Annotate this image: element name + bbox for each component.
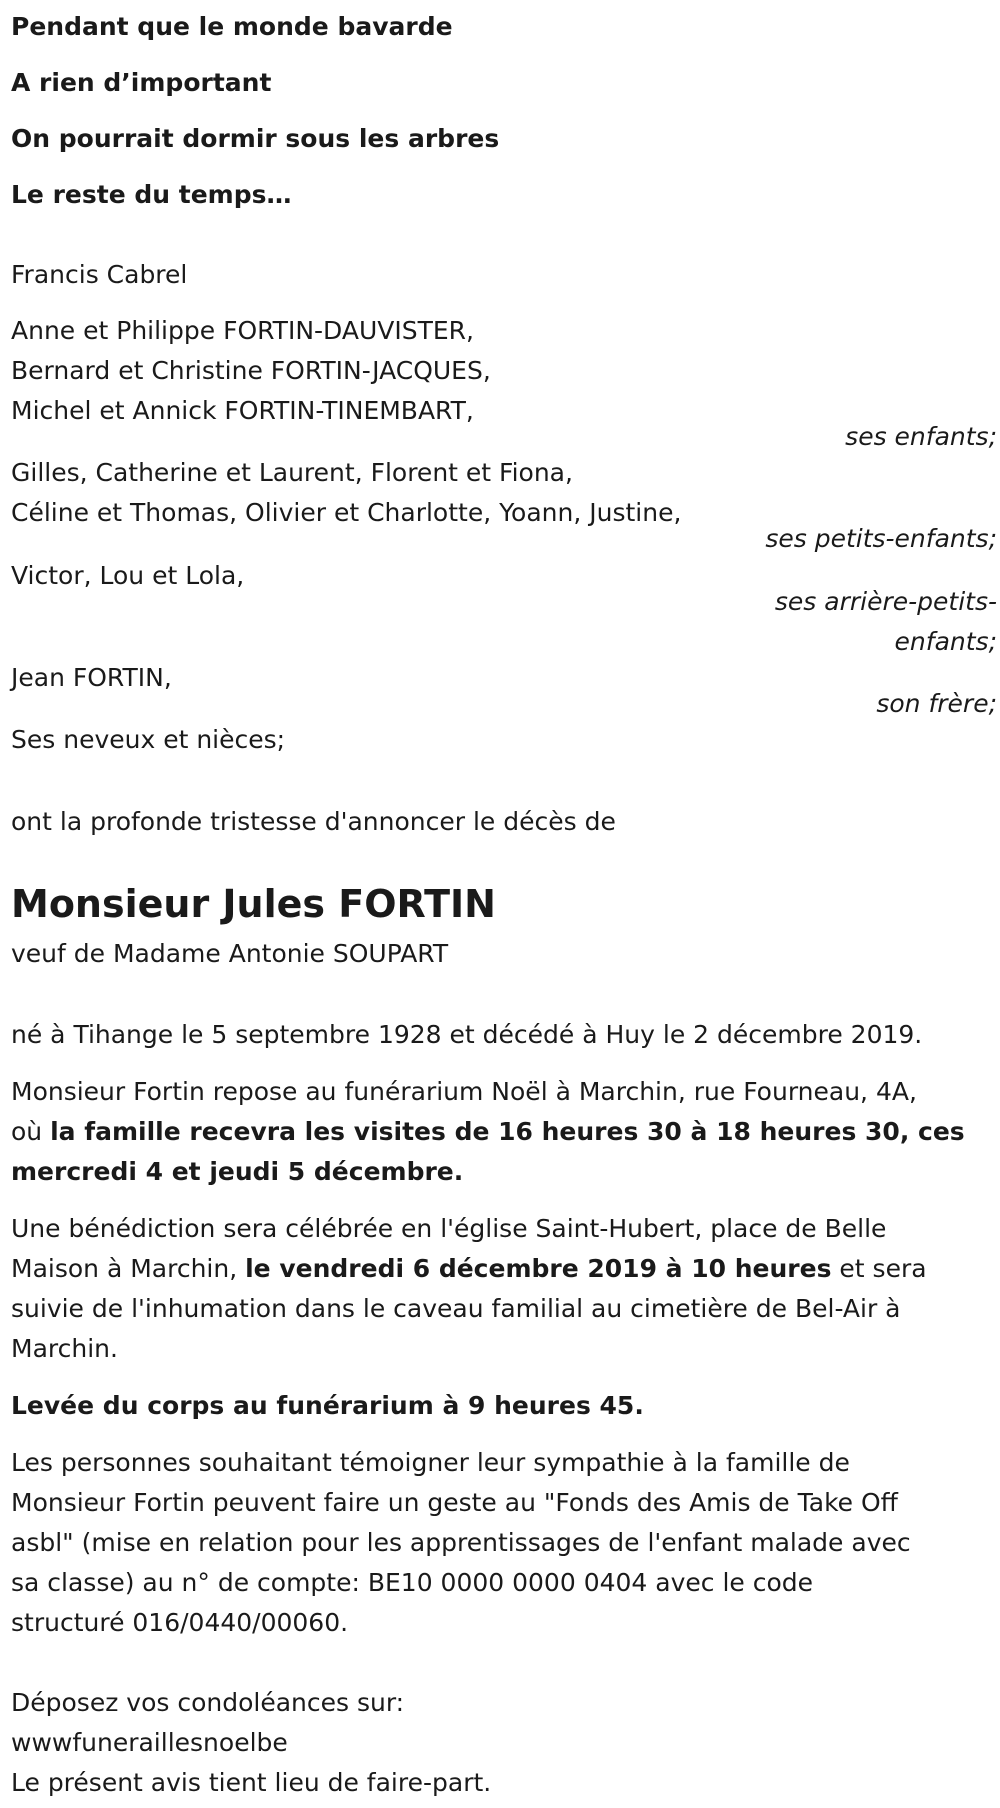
ceremony-line-2 (11, 1249, 927, 1289)
widower-of: veuf de Madame Antonie SOUPART (11, 939, 449, 968)
condolences-label: Déposez vos condoléances sur: (11, 1688, 405, 1717)
grandchild-line-2: Céline et Thomas, Olivier et Charlotte, Yoann, Justine, (11, 498, 682, 527)
visitation-prefix: où (11, 1117, 51, 1146)
ceremony-date: le vendredi 6 décembre 2019 à 10 heures (245, 1254, 832, 1283)
visitation-line-2 (11, 1112, 965, 1152)
child-line-3: Michel et Annick FORTIN-TINEMBART, (11, 396, 474, 425)
ceremony-line-3: suivie de l'inhumation dans le caveau familial au cimetière de Bel-Air à (11, 1294, 901, 1323)
visitation-line-1: Monsieur Fortin repose au funérarium Noël à Marchin, rue Fourneau, 4A, (11, 1077, 917, 1106)
announcement: ont la profonde tristesse d'annoncer le décès de (11, 807, 616, 836)
poem-line-3: On pourrait dormir sous les arbres (11, 124, 500, 153)
grandchild-line-1: Gilles, Catherine et Laurent, Florent et Fiona, (11, 458, 573, 487)
ceremony-line-4: Marchin. (11, 1334, 118, 1363)
poem-author: Francis Cabrel (11, 260, 188, 289)
visitation-hours: la famille recevra les visites de 16 heures 30 à 18 heures 30, ces (50, 1117, 965, 1146)
donation-line-2: Monsieur Fortin peuvent faire un geste au "Fonds des Amis de Take Off (11, 1488, 898, 1517)
condolences-website[interactable]: wwwfuneraillesnoelbe (11, 1728, 288, 1757)
levee-du-corps: Levée du corps au funérarium à 9 heures 45. (11, 1391, 644, 1420)
nephews-nieces: Ses neveux et nièces; (11, 725, 286, 754)
birth-death: né à Tihange le 5 septembre 1928 et décédé à Huy le 2 décembre 2019. (11, 1020, 923, 1049)
poem-line-1: Pendant que le monde bavarde (11, 12, 453, 41)
faire-part-notice: Le présent avis tient lieu de faire-part. (11, 1768, 492, 1797)
ceremony-prefix: Maison à Marchin, (11, 1254, 246, 1283)
donation-line-1: Les personnes souhaitant témoigner leur sympathie à la famille de (11, 1448, 850, 1477)
donation-line-3: asbl" (mise en relation pour les apprentissages de l'enfant malade avec (11, 1528, 911, 1557)
visitation-line-3: mercredi 4 et jeudi 5 décembre. (11, 1157, 464, 1186)
ceremony-line-1: Une bénédiction sera célébrée en l'église Saint-Hubert, place de Belle (11, 1214, 887, 1243)
ceremony-suffix: et sera (831, 1254, 927, 1283)
donation-line-4: sa classe) au n° de compte: BE10 0000 0000 0404 avec le code (11, 1568, 814, 1597)
child-line-1: Anne et Philippe FORTIN-DAUVISTER, (11, 316, 474, 345)
deceased-name: Monsieur Jules FORTIN (11, 882, 496, 926)
brother: Jean FORTIN, (11, 663, 172, 692)
donation-line-5: structuré 016/0440/00060. (11, 1608, 349, 1637)
poem-line-4: Le reste du temps… (11, 180, 292, 209)
great-grandchildren-role-1: ses arrière-petits- (774, 587, 997, 616)
children-role: ses enfants; (845, 422, 997, 451)
child-line-2: Bernard et Christine FORTIN-JACQUES, (11, 356, 491, 385)
poem-line-2: A rien d’important (11, 68, 272, 97)
great-grandchildren-role-2: enfants; (894, 627, 997, 656)
grandchildren-role: ses petits-enfants; (765, 524, 997, 553)
great-grandchildren: Victor, Lou et Lola, (11, 561, 245, 590)
brother-role: son frère; (876, 689, 997, 718)
